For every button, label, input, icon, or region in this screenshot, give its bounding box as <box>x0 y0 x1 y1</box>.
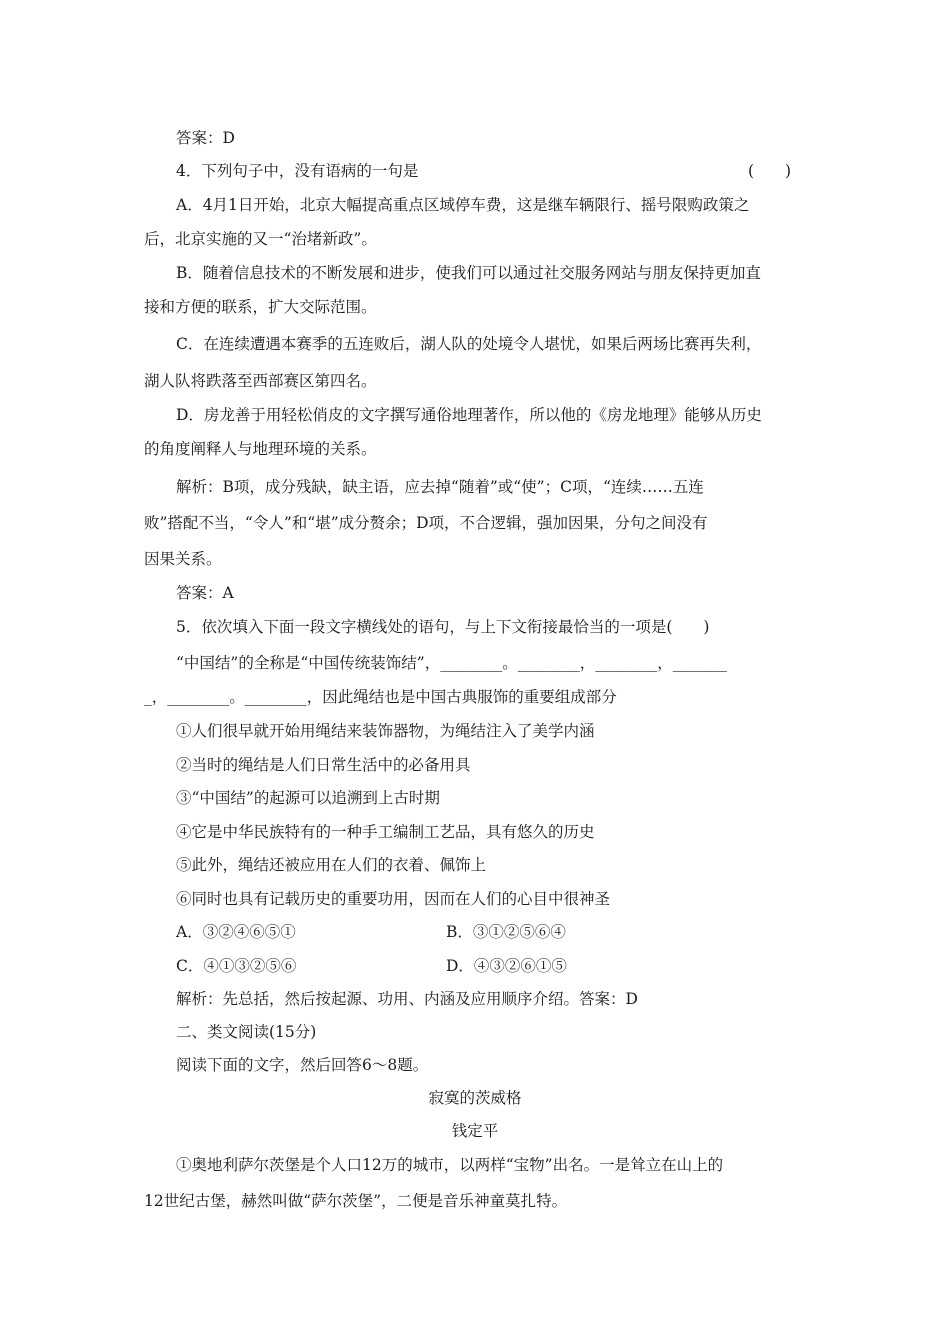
q5-sentence-3: ③“中国结”的起源可以追溯到上古时期 <box>176 789 440 807</box>
q4-option-d-line2: 的角度阐释人与地理环境的关系。 <box>144 440 377 458</box>
explanation-q4-line2: 败”搭配不当，“令人”和“堪”成分赘余；D项，不合逻辑，强加因果，分句之间没有 <box>144 514 708 532</box>
q5-sentence-5: ⑤此外，绳结还被应用在人们的衣着、佩饰上 <box>176 856 487 874</box>
answer-q3: 答案：D <box>176 129 235 147</box>
q5-option-d: D．④③②⑥①⑤ <box>446 957 567 975</box>
explanation-q4-line3: 因果关系。 <box>144 550 222 568</box>
section-2-heading: 二、类文阅读(15分) <box>176 1023 317 1041</box>
reading-instruction: 阅读下面的文字，然后回答6～8题。 <box>176 1056 429 1074</box>
q5-sentence-6: ⑥同时也具有记载历史的重要功用，因而在人们的心目中很神圣 <box>176 890 611 908</box>
article-author: 钱定平 <box>451 1122 499 1140</box>
q5-option-b: B．③①②⑤⑥④ <box>446 923 566 941</box>
q4-option-a-line1: A．4月1日开始，北京大幅提高重点区域停车费，这是继车辆限行、摇号限购政策之 <box>176 196 750 214</box>
q4-option-a-line2: 后，北京实施的又一“治堵新政”。 <box>144 230 377 248</box>
q4-option-b-line2: 接和方便的联系，扩大交际范围。 <box>144 298 377 316</box>
q4-option-c-line1: C．在连续遭遇本赛季的五连败后，湖人队的处境令人堪忧，如果后两场比赛再失利， <box>176 335 762 353</box>
q5-option-a: A．③②④⑥⑤① <box>176 923 296 941</box>
q4-option-d-line1: D．房龙善于用轻松俏皮的文字撰写通俗地理著作，所以他的《房龙地理》能够从历史 <box>176 406 762 424</box>
q4-option-b-line1: B．随着信息技术的不断发展和进步，使我们可以通过社交服务网站与朋友保持更加直 <box>176 264 761 282</box>
q5-sentence-1: ①人们很早就开始用绳结来装饰器物，为绳结注入了美学内涵 <box>176 722 595 740</box>
paragraph-1-line2: 12世纪古堡，赫然叫做“萨尔茨堡”，二便是音乐神童莫扎特。 <box>144 1192 568 1210</box>
explanation-q4-line1: 解析：B项，成分残缺，缺主语，应去掉“随着”或“使”；C项，“连续……五连 <box>176 478 704 496</box>
explanation-q5: 解析：先总括，然后按起源、功用、内涵及应用顺序介绍。答案：D <box>176 990 638 1008</box>
article-title: 寂寞的茨威格 <box>428 1089 522 1107</box>
q5-sentence-4: ④它是中华民族特有的一种手工编制工艺品，具有悠久的历史 <box>176 823 595 841</box>
q5-passage-line2: _，________。________，因此绳结也是中国古典服饰的重要组成部分 <box>144 688 617 706</box>
question-4-text: 4．下列句子中，没有语病的一句是 <box>176 162 419 180</box>
question-4 <box>176 160 418 182</box>
paragraph-1-line1: ①奥地利萨尔茨堡是个人口12万的城市，以两样“宝物”出名。一是耸立在山上的 <box>176 1156 724 1174</box>
q4-option-c-line2: 湖人队将跌落至西部赛区第四名。 <box>144 372 377 390</box>
q5-option-c: C．④①③②⑤⑥ <box>176 957 297 975</box>
q5-sentence-2: ②当时的绳结是人们日常生活中的必备用具 <box>176 756 471 774</box>
answer-q4: 答案：A <box>176 584 234 602</box>
question-4-answer-paren: ( ) <box>748 162 792 180</box>
q5-passage-line1: “中国结”的全称是“中国传统装饰结”，________。________，________，_______ <box>176 654 727 672</box>
question-5: 5．依次填入下面一段文字横线处的语句，与上下文衔接最恰当的一项是( ) <box>176 618 710 636</box>
